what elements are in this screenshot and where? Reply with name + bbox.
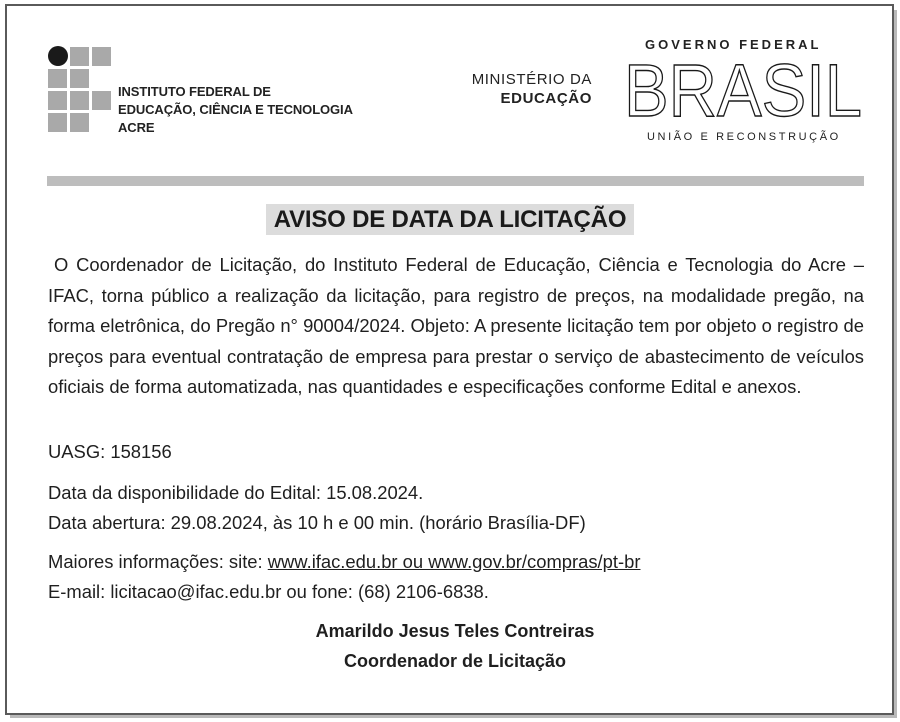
ministry-line: EDUCAÇÃO: [500, 90, 592, 107]
if-logo-icon: [48, 45, 114, 137]
signature-role: Coordenador de Licitação: [343, 651, 567, 671]
header-divider: [47, 176, 864, 186]
ministry-label: [472, 70, 592, 108]
institute-line: ACRE: [118, 120, 155, 135]
notice-body: O Coordenador de Licitação, do Instituto Federal de Educação, Ciência e Tecnologia do Acre – IFAC, torna público a realização da licitação, para registro de preços, na modalidade pregão, na forma eletrônica, do Pregão n° 90004/2024. Objeto: A presente licitação tem por objeto o registro de preços para eventual contratação de empresa para prestar o serviço de abastecimento de veículos oficiais de forma automatizada, nas quantidades e especificações conforme Edital e anexos.: [48, 254, 864, 397]
institute-line: EDUCAÇÃO, CIÊNCIA E TECNOLOGIA: [118, 102, 353, 117]
opening-line: Data abertura: 29.08.2024, às 10 h e 00 min. (horário Brasília-DF): [48, 512, 586, 533]
info-line: [48, 551, 640, 573]
gov-slogan: UNIÃO E RECONSTRUÇÃO: [647, 131, 841, 143]
info-link[interactable]: www.ifac.edu.br ou www.gov.br/compras/pt-br: [267, 551, 641, 572]
signature-name: Amarildo Jesus Teles Contreiras: [315, 621, 595, 641]
institute-name: [118, 83, 353, 137]
info-prefix: Maiores informações: site:: [48, 551, 268, 572]
ministry-line: MINISTÉRIO DA: [471, 71, 592, 88]
brasil-logo: [622, 58, 864, 124]
gov-federal-label: GOVERNO FEDERAL: [645, 37, 822, 52]
title-wrap: [0, 204, 900, 235]
notice-title: AVISO DE DATA DA LICITAÇÃO: [266, 204, 635, 235]
uasg-line: UASG: 158156: [48, 441, 172, 462]
email-line: E-mail: licitacao@ifac.edu.br ou fone: (68) 2106-6838.: [48, 581, 489, 602]
institute-line: INSTITUTO FEDERAL DE: [118, 84, 271, 99]
brasil-logo-text: BRASIL: [624, 58, 862, 124]
availability-line: Data da disponibilidade do Edital: 15.08.2024.: [48, 482, 424, 503]
